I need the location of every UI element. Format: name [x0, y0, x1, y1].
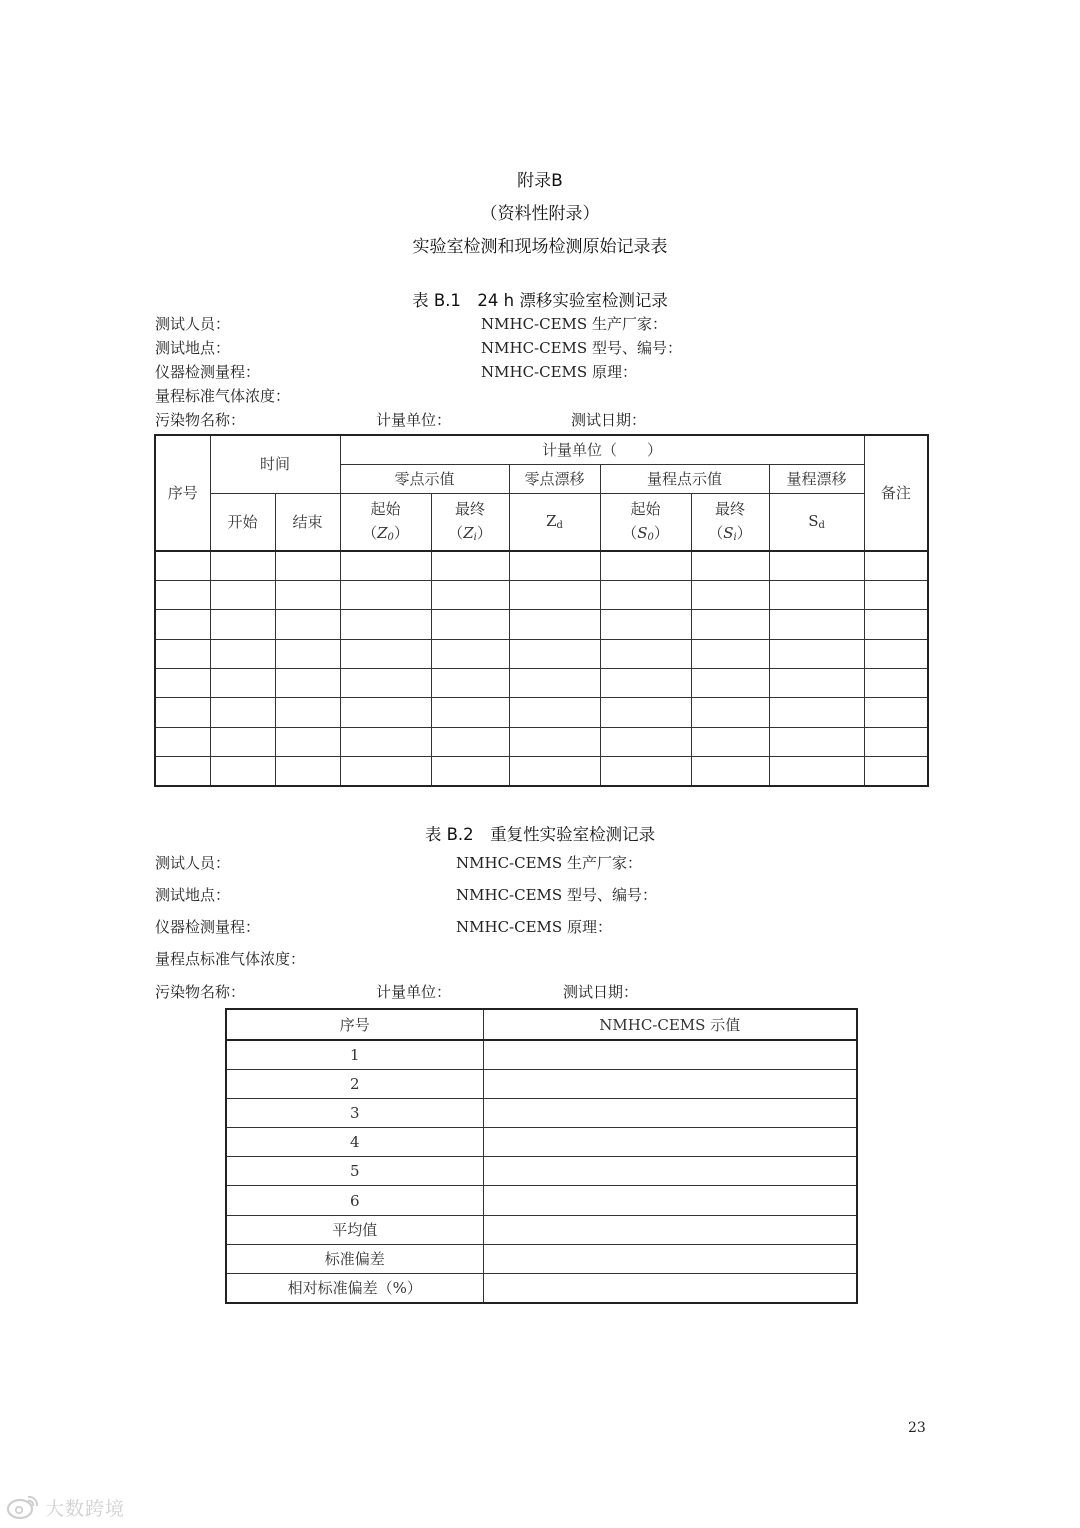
b1-data-cell [864, 580, 928, 609]
b1-data-cell [275, 580, 340, 609]
b2-range-field: 仪器检测量程： [155, 918, 261, 936]
b1-data-cell [210, 757, 275, 786]
b1-unit-field: 计量单位： [376, 411, 452, 429]
b2-reading-cell [483, 1040, 857, 1069]
b1-manufacturer-field: NMHC-CEMS 生产厂家： [481, 315, 667, 333]
b1-data-cell [210, 698, 275, 727]
b1-si-letter: S [723, 523, 734, 542]
b1-si-rp: ） [736, 523, 752, 542]
b1-s0-sub: 0 [647, 531, 654, 543]
b1-zi-lp: （ [448, 523, 464, 542]
b1-zero-initial-label: 起始 [370, 499, 401, 518]
b1-span-initial-label: 起始 [630, 499, 661, 518]
b1-data-cell [275, 669, 340, 698]
b1-data-cell [155, 610, 210, 639]
b1-data-cell [275, 757, 340, 786]
b1-tester-field: 测试人员： [155, 315, 231, 333]
b1-data-row [155, 610, 928, 639]
b1-data-cell [431, 551, 509, 580]
b1-data-cell [769, 580, 864, 609]
b1-data-cell [600, 757, 691, 786]
b1-data-cell [431, 669, 509, 698]
b2-data-row [226, 1098, 857, 1127]
b1-data-row [155, 639, 928, 668]
b2-row-label: 1 [226, 1040, 483, 1069]
b1-zi-symbol [432, 524, 509, 544]
b1-data-cell [155, 727, 210, 756]
b1-z0-symbol [341, 524, 431, 544]
b1-data-cell [509, 639, 600, 668]
b1-header-start: 开始 [210, 493, 275, 551]
b1-si-sub: i [733, 531, 737, 543]
appendix-heading: 实验室检测和现场检测原始记录表 [412, 237, 668, 257]
b1-header-time: 时间 [210, 435, 340, 493]
b2-date-field: 测试日期： [563, 983, 639, 1001]
b1-span-gas-field: 量程标准气体浓度： [155, 387, 291, 405]
table-b2-title: 表 B.2 重复性实验室检测记录 [424, 825, 656, 844]
b1-data-cell [769, 698, 864, 727]
b1-header-zero-initial [340, 493, 431, 551]
b1-data-cell [509, 580, 600, 609]
b1-data-cell [691, 639, 769, 668]
b1-data-cell [155, 639, 210, 668]
b1-data-cell [509, 551, 600, 580]
b1-principle-field: NMHC-CEMS 原理： [481, 363, 637, 381]
b1-data-cell [275, 727, 340, 756]
b2-header-reading: NMHC-CEMS 示值 [483, 1009, 857, 1040]
table-b1 [154, 434, 929, 787]
b1-data-cell [864, 757, 928, 786]
b1-header-seq: 序号 [155, 435, 210, 551]
b1-data-cell [864, 727, 928, 756]
b1-data-cell [600, 669, 691, 698]
b2-row-label: 标准偏差 [226, 1244, 483, 1273]
appendix-subtitle: （资料性附录） [480, 204, 600, 224]
b1-s0-rp: ） [653, 523, 669, 542]
b1-data-row [155, 551, 928, 580]
b1-data-cell [691, 698, 769, 727]
b1-header-span-final [691, 493, 769, 551]
appendix-title: 附录B [517, 171, 563, 191]
b1-data-cell [340, 727, 431, 756]
b1-data-cell [210, 551, 275, 580]
b1-data-cell [864, 639, 928, 668]
b1-data-cell [155, 698, 210, 727]
b2-body [226, 1040, 857, 1303]
b1-header-span-initial [600, 493, 691, 551]
b1-header-sd [769, 493, 864, 551]
b1-header-span-drift: 量程漂移 [769, 464, 864, 493]
b1-header-end: 结束 [275, 493, 340, 551]
b1-header-measure-unit: 计量单位（ ） [340, 435, 864, 464]
b1-data-cell [864, 610, 928, 639]
watermark [6, 1493, 125, 1521]
b1-location-field: 测试地点： [155, 339, 231, 357]
b2-data-row [226, 1040, 857, 1069]
b2-header-seq: 序号 [226, 1009, 483, 1040]
b2-data-row [226, 1244, 857, 1273]
b1-data-cell [275, 698, 340, 727]
b1-si-lp: （ [708, 523, 724, 542]
b1-span-final-label: 最终 [715, 499, 746, 518]
b1-z0-lp: （ [362, 523, 378, 542]
b1-data-row [155, 727, 928, 756]
b1-data-cell [769, 669, 864, 698]
b1-zi-sub: i [473, 531, 477, 543]
b1-data-cell [600, 698, 691, 727]
b1-data-cell [155, 669, 210, 698]
b1-data-cell [691, 727, 769, 756]
b2-row-label: 6 [226, 1186, 483, 1215]
b1-body [155, 551, 928, 786]
b1-data-cell [155, 757, 210, 786]
b2-data-row [226, 1128, 857, 1157]
b2-data-row [226, 1274, 857, 1303]
b1-data-cell [275, 551, 340, 580]
b1-data-cell [210, 580, 275, 609]
b1-data-cell [275, 610, 340, 639]
b2-data-row [226, 1157, 857, 1186]
b1-data-row [155, 698, 928, 727]
b1-data-cell [431, 757, 509, 786]
b1-header-remark: 备注 [864, 435, 928, 551]
b1-header-zero-drift: 零点漂移 [509, 464, 600, 493]
watermark-text: 大数跨境 [45, 1497, 126, 1520]
b2-row-label: 5 [226, 1157, 483, 1186]
b1-zi-rp: ） [476, 523, 492, 542]
b2-unit-field: 计量单位： [376, 983, 452, 1001]
b1-data-cell [210, 727, 275, 756]
b1-zd-letter: Z [546, 511, 557, 530]
b2-reading-cell [483, 1186, 857, 1215]
b2-row-label: 相对标准偏差（%） [226, 1274, 483, 1303]
b1-z0-sub: 0 [387, 531, 394, 543]
b1-data-cell [155, 580, 210, 609]
b1-data-cell [340, 698, 431, 727]
b1-data-cell [691, 610, 769, 639]
b1-data-cell [509, 669, 600, 698]
b1-z0-letter: Z [377, 523, 388, 542]
b2-reading-cell [483, 1157, 857, 1186]
b1-data-cell [431, 727, 509, 756]
b1-data-cell [340, 669, 431, 698]
b1-pollutant-field: 污染物名称： [155, 411, 246, 429]
b2-reading-cell [483, 1098, 857, 1127]
b1-s0-letter: S [637, 523, 648, 542]
b1-data-cell [155, 551, 210, 580]
b2-reading-cell [483, 1069, 857, 1098]
b1-data-cell [691, 757, 769, 786]
b1-data-cell [340, 580, 431, 609]
b1-data-cell [600, 551, 691, 580]
b1-range-field: 仪器检测量程： [155, 363, 261, 381]
b1-data-cell [210, 669, 275, 698]
b1-data-cell [769, 757, 864, 786]
table-b1-title: 表 B.1 24 h 漂移实验室检测记录 [412, 291, 668, 310]
b1-data-cell [340, 639, 431, 668]
b1-data-cell [691, 551, 769, 580]
b1-data-cell [340, 610, 431, 639]
b1-data-cell [769, 551, 864, 580]
b1-header-zero-reading: 零点示值 [340, 464, 509, 493]
b1-data-cell [691, 669, 769, 698]
b2-reading-cell [483, 1274, 857, 1303]
b2-reading-cell [483, 1244, 857, 1273]
b2-span-gas-field: 量程点标准气体浓度： [155, 950, 306, 968]
b2-manufacturer-field: NMHC-CEMS 生产厂家： [456, 854, 642, 872]
b2-model-field: NMHC-CEMS 型号、编号： [456, 886, 657, 904]
b1-s0-symbol [601, 524, 691, 544]
b1-data-cell [769, 639, 864, 668]
b1-data-cell [340, 757, 431, 786]
b1-data-cell [769, 727, 864, 756]
b2-row-label: 平均值 [226, 1215, 483, 1244]
b1-data-cell [769, 610, 864, 639]
b1-data-cell [431, 610, 509, 639]
b1-data-row [155, 757, 928, 786]
b1-data-cell [600, 639, 691, 668]
page-number: 23 [908, 1420, 926, 1436]
b1-data-cell [864, 698, 928, 727]
b1-data-cell [210, 610, 275, 639]
b2-reading-cell [483, 1128, 857, 1157]
b1-header-zero-final [431, 493, 509, 551]
weibo-logo-icon [6, 1493, 40, 1521]
b1-sd-letter: S [808, 511, 819, 530]
b1-data-cell [509, 727, 600, 756]
b1-data-cell [509, 757, 600, 786]
b2-pollutant-field: 污染物名称： [155, 983, 246, 1001]
table-b2 [225, 1008, 858, 1304]
b1-zero-final-label: 最终 [455, 499, 486, 518]
b2-location-field: 测试地点： [155, 886, 231, 904]
b2-row-label: 2 [226, 1069, 483, 1098]
b2-data-row [226, 1186, 857, 1215]
b1-data-cell [340, 551, 431, 580]
b1-data-cell [864, 551, 928, 580]
b1-data-cell [210, 639, 275, 668]
b1-sd-sub: d [818, 519, 825, 531]
b2-data-row [226, 1215, 857, 1244]
b1-data-row [155, 580, 928, 609]
b1-data-cell [600, 727, 691, 756]
b1-data-cell [509, 698, 600, 727]
b2-tester-field: 测试人员： [155, 854, 231, 872]
b1-si-symbol [692, 524, 769, 544]
b1-data-cell [600, 580, 691, 609]
b1-z0-rp: ） [393, 523, 409, 542]
b1-data-cell [275, 639, 340, 668]
b1-zd-sub: d [556, 519, 563, 531]
b1-s0-lp: （ [622, 523, 638, 542]
b2-row-label: 3 [226, 1098, 483, 1127]
b1-data-row [155, 669, 928, 698]
b1-data-cell [431, 580, 509, 609]
b1-data-cell [431, 639, 509, 668]
b2-principle-field: NMHC-CEMS 原理： [456, 918, 612, 936]
b1-date-field: 测试日期： [571, 411, 647, 429]
b1-header-span-reading: 量程点示值 [600, 464, 769, 493]
b1-zi-letter: Z [463, 523, 474, 542]
b1-data-cell [431, 698, 509, 727]
b1-data-cell [864, 669, 928, 698]
b1-data-cell [600, 610, 691, 639]
b1-model-field: NMHC-CEMS 型号、编号： [481, 339, 682, 357]
b2-data-row [226, 1069, 857, 1098]
b1-header-zd [509, 493, 600, 551]
b2-row-label: 4 [226, 1128, 483, 1157]
b1-data-cell [691, 580, 769, 609]
b1-data-cell [509, 610, 600, 639]
b2-reading-cell [483, 1215, 857, 1244]
